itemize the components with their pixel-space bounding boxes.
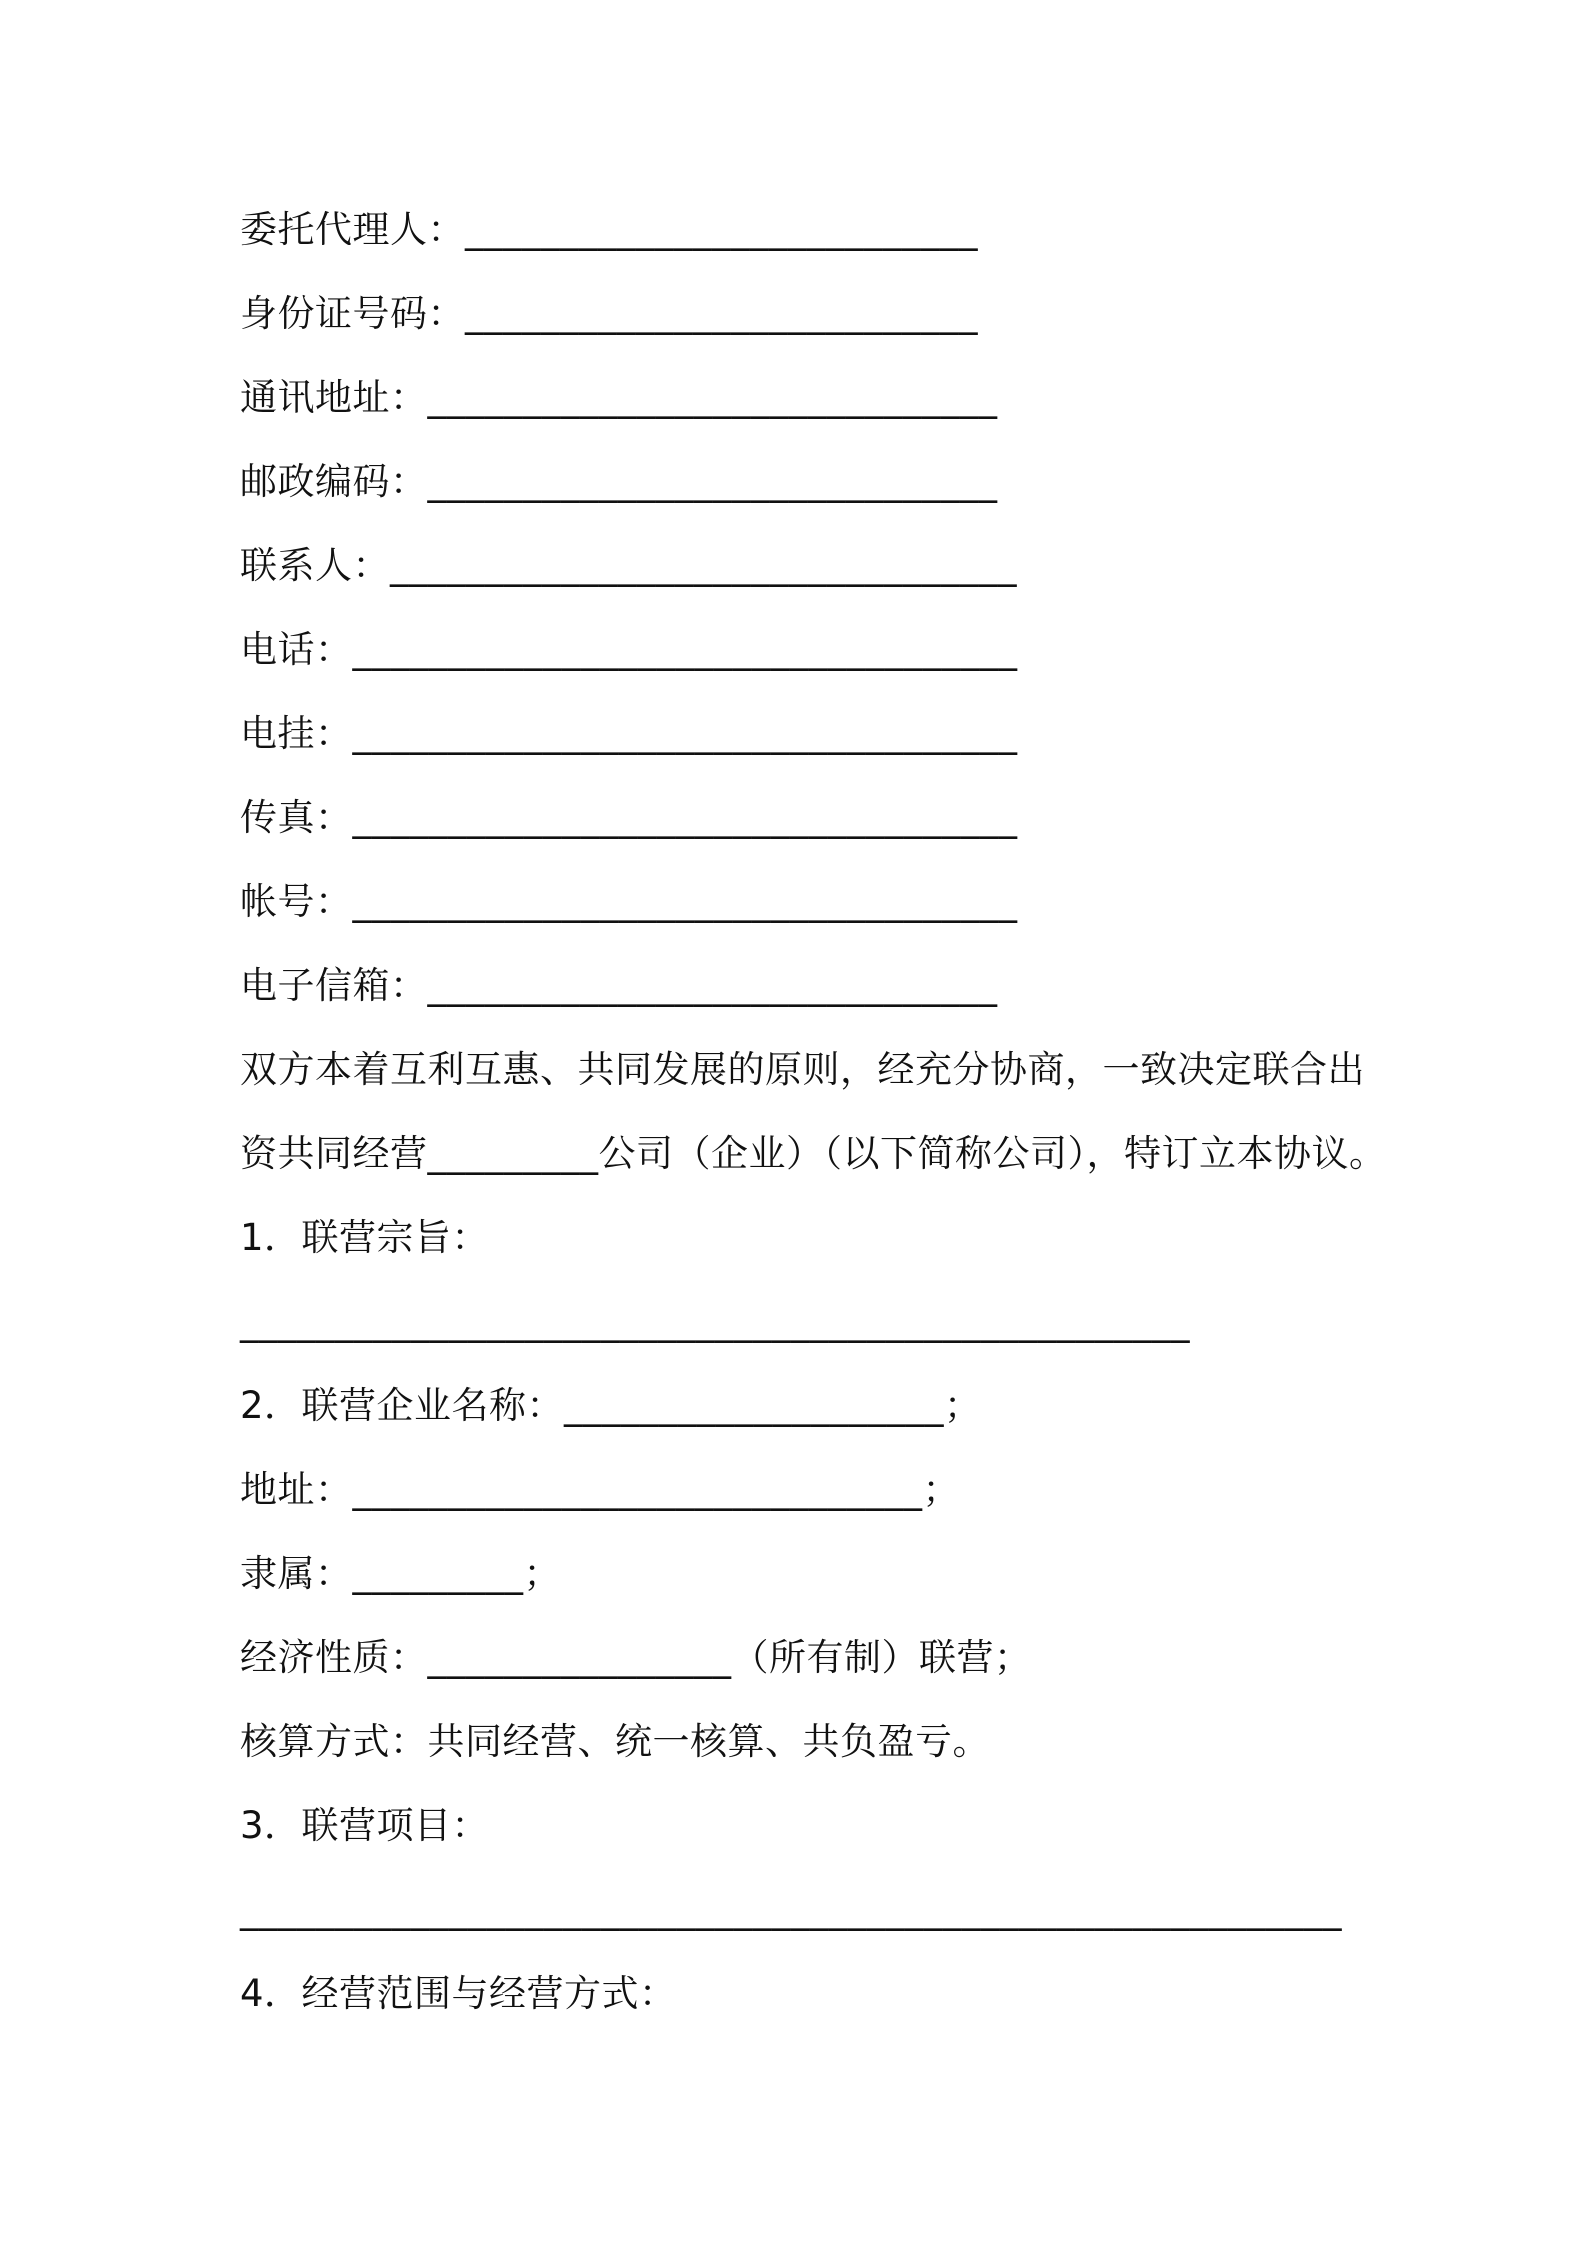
field-agent: 委托代理人：___________________________	[240, 208, 978, 251]
field-enterprise-address: 地址：______________________________；	[240, 1468, 960, 1511]
field-accounting-method: 核算方式：共同经营、统一核算、共负盈亏。	[240, 1720, 990, 1763]
field-postcode: 邮政编码：______________________________	[240, 460, 998, 503]
field-contact: 联系人：_________________________________	[240, 544, 1017, 587]
field-address: 通讯地址：______________________________	[240, 376, 998, 419]
field-id-number: 身份证号码：___________________________	[240, 292, 978, 335]
paragraph-intro-2: 资共同经营_________公司（企业）（以下简称公司），特订立本协议。	[240, 1132, 1387, 1175]
field-affiliation: 隶属：_________；	[240, 1552, 561, 1595]
field-telegraph: 电挂：___________________________________	[240, 712, 1018, 755]
section-4-heading: 4．经营范围与经营方式：	[240, 1972, 677, 2015]
section-3-blank: __________________________________________________________	[240, 1888, 1342, 1931]
section-1-blank: __________________________________________________	[240, 1300, 1190, 1343]
section-1-heading: 1．联营宗旨：	[240, 1216, 490, 1259]
field-account: 帐号：___________________________________	[240, 880, 1018, 923]
section-3-heading: 3．联营项目：	[240, 1804, 490, 1847]
field-enterprise-name: 2．联营企业名称：____________________；	[240, 1384, 982, 1427]
field-economic-nature: 经济性质：________________（所有制）联营；	[240, 1636, 1032, 1679]
field-email: 电子信箱：______________________________	[240, 964, 998, 1007]
field-phone: 电话：___________________________________	[240, 628, 1018, 671]
paragraph-intro-1: 双方本着互利互惠、共同发展的原则，经充分协商，一致决定联合出	[240, 1048, 1365, 1091]
field-fax: 传真：___________________________________	[240, 796, 1018, 839]
